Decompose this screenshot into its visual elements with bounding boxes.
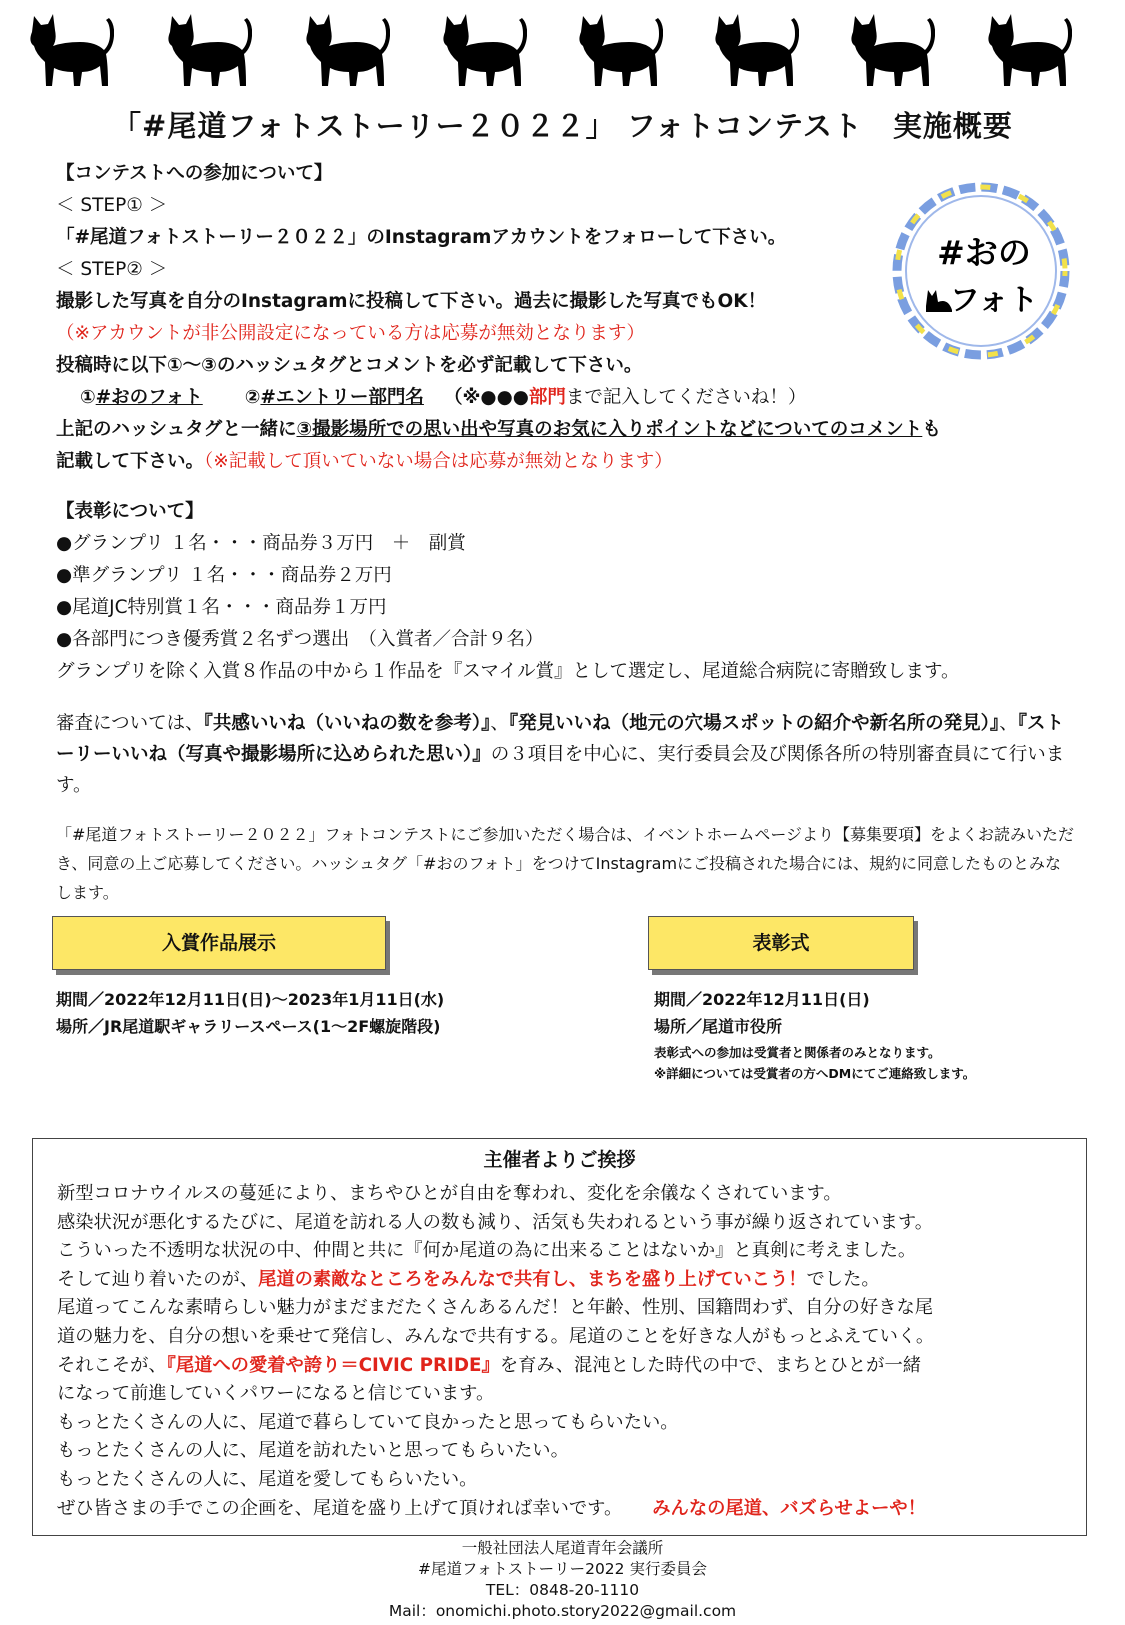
civic-pride-highlight: 『尾道への愛着や誇り＝CIVIC PRIDE』 xyxy=(166,1354,500,1376)
cat-banner xyxy=(0,10,1125,90)
logo-text-line1: #おの xyxy=(937,233,1031,272)
step1-label: ＜ STEP① ＞ xyxy=(56,195,168,216)
ceremony-place: 場所／尾道市役所 xyxy=(654,1017,783,1036)
footer-mail: Mail：onomichi.photo.story2022@gmail.com xyxy=(388,1602,737,1620)
step2-text: 撮影した写真を自分のInstagramに投稿して下さい。過去に撮影した写真でもOK！ xyxy=(56,291,767,312)
judging-criterion-story: 『ストーリーいいね（写真や撮影場所に込められた思い）』 xyxy=(56,713,1064,765)
ceremony-period: 期間／2022年12月11日(日) xyxy=(654,990,870,1009)
judging-a: 審査については、 xyxy=(56,713,204,734)
cat-silhouette-icon xyxy=(437,10,527,90)
exhibit-place: 場所／JR尾道駅ギャラリースペース(1～2F螺旋階段) xyxy=(56,1017,441,1036)
greeting-line xyxy=(57,1495,1067,1524)
participation-heading: 【コンテストへの参加について】 xyxy=(56,163,333,184)
cat-silhouette-icon xyxy=(300,10,390,90)
step2-note: （※アカウントが非公開設定になっている方は応募が無効となります） xyxy=(56,323,645,344)
judging-criterion-empathy: 『共感いいね（いいねの数を参考）』 xyxy=(203,713,491,734)
award-item: ●準グランプリ １名・・・商品券２万円 xyxy=(56,565,392,586)
step1-text: 「#尾道フォトストーリー２０２２」のInstagramアカウントをフォローして下さい。 xyxy=(56,227,787,248)
greeting-line xyxy=(57,1352,1067,1381)
greeting-title: 主催者よりご挨拶 xyxy=(483,1149,636,1171)
greeting-line: 道の魅力を、自分の想いを乗せて発信し、みんなで共有する。尾道のことを好きな人がもっとふえていく。 xyxy=(57,1325,935,1347)
comment-line-2 xyxy=(56,446,1066,478)
judging-e: 、 xyxy=(999,713,1018,734)
award-item: ●各部門につき優秀賞２名ずつ選出 （入賞者／合計９名） xyxy=(56,629,544,650)
hashtag-intro: 投稿時に以下①～③のハッシュタグとコメントを必ず記載して下さい。 xyxy=(56,355,643,376)
comment-text-b: ③撮影場所での思い出や写真のお気に入りポイントなどについてのコメント xyxy=(296,419,923,440)
award-item: ●グランプリ １名・・・商品券３万円 ＋ 副賞 xyxy=(56,533,466,554)
judging-g: の３項目を中心に、実行委員会及び関係各所の特別審査員にて行います。 xyxy=(56,744,1065,796)
cat-silhouette-icon xyxy=(573,10,663,90)
greeting-line: もっとたくさんの人に、尾道を愛してもらいたい。 xyxy=(57,1468,478,1490)
footer-committee: #尾道フォトストーリー2022 実行委員会 xyxy=(418,1560,707,1578)
ceremony-info xyxy=(654,986,870,1040)
participation-section xyxy=(56,158,1066,478)
greeting-l7a: それこそが、 xyxy=(57,1354,167,1376)
comment-note: （※記載して頂いていない場合は応募が無効となります） xyxy=(204,451,673,472)
greeting-l4a: そして辿り着いたのが、 xyxy=(57,1268,259,1290)
awards-section xyxy=(56,496,1066,688)
greeting-line: 新型コロナウイルスの蔓延により、まちやひとが自由を奪われ、変化を余儀なくされています。 xyxy=(57,1183,842,1204)
cat-silhouette-icon xyxy=(24,10,114,90)
greeting-line: 尾道ってこんな素晴らしい魅力がまだまだたくさんあるんだ！と年齢、性別、国籍問わず、自分の好きな尾 xyxy=(57,1297,934,1319)
greeting-l7c: を育み、混沌とした時代の中で、まちとひとが一緒 xyxy=(499,1354,922,1376)
comment-line xyxy=(56,414,1066,446)
greeting-slogan: みんなの尾道、バズらせよーや！ xyxy=(652,1497,926,1519)
tag2-number: ② xyxy=(244,387,261,408)
tag1-number: ① xyxy=(80,387,96,408)
ceremony-button: 表彰式 xyxy=(648,916,914,970)
ceremony-note-1: 表彰式への参加は受賞者と関係者のみとなります。 xyxy=(654,1045,941,1060)
greeting-line: もっとたくさんの人に、尾道を訪れたいと思ってもらいたい。 xyxy=(57,1440,569,1462)
exhibit-info xyxy=(56,986,444,1040)
greeting-body xyxy=(57,1180,1067,1523)
cat-silhouette-icon xyxy=(982,10,1072,90)
greeting-box xyxy=(32,1138,1087,1536)
greeting-line: 感染状況が悪化するたびに、尾道を訪れる人の数も減り、活気も失われるという事が繰り返されています。 xyxy=(57,1211,934,1233)
step2-label: ＜ STEP② ＞ xyxy=(56,259,168,280)
comment-text-d: 記載して下さい。 xyxy=(56,451,205,472)
tag-note-red: 部門 xyxy=(528,387,566,408)
footer-org: 一般社団法人尾道青年会議所 xyxy=(461,1539,664,1557)
hashtag-line xyxy=(56,382,1066,414)
cat-silhouette-icon xyxy=(845,10,935,90)
footer-tel: TEL：0848-20-1110 xyxy=(485,1581,640,1599)
awards-heading: 【表彰について】 xyxy=(56,501,204,522)
footer xyxy=(0,1538,1125,1622)
page-title: 「#尾道フォトストーリー２０２２」 フォトコンテスト 実施概要 xyxy=(112,109,1013,143)
greeting-l12a: ぜひ皆さまの手でこの企画を、尾道を盛り上げて頂ければ幸いです。 xyxy=(57,1497,623,1519)
comment-text-a: 上記のハッシュタグと一緒に xyxy=(56,419,297,440)
greeting-highlight: 尾道の素敵なところをみんなで共有し、まちを盛り上げていこう！ xyxy=(258,1268,807,1290)
tag-note-post: まで記入してくださいね！） xyxy=(565,387,807,408)
cat-silhouette-icon xyxy=(709,10,799,90)
exhibit-button: 入賞作品展示 xyxy=(52,916,386,970)
ceremony-note-2: ※詳細については受賞者の方へDMにてご連絡致します。 xyxy=(654,1066,976,1081)
greeting-line: こういった不透明な状況の中、仲間と共に『何か尾道の為に出来ることはないか』と真剣に考えました。 xyxy=(57,1240,917,1262)
hashtag-onophoto: #おのフォト xyxy=(95,387,203,408)
ceremony-notes xyxy=(654,1042,975,1084)
greeting-line xyxy=(57,1266,1067,1295)
greeting-line: もっとたくさんの人に、尾道で暮らしていて良かったと思ってもらいたい。 xyxy=(57,1411,679,1433)
logo-text-line2: フォト xyxy=(949,283,1039,318)
greeting-line: になって前進していくパワーになると信じています。 xyxy=(57,1383,495,1405)
judging-text xyxy=(56,708,1066,801)
tag-note-pre: （※●●● xyxy=(443,387,529,408)
greeting-l4c: でした。 xyxy=(806,1268,880,1290)
comment-text-c: も xyxy=(922,419,941,440)
smile-award-text: グランプリを除く入賞８作品の中から１作品を『スマイル賞』として選定し、尾道総合病院に寄贈致します。 xyxy=(56,661,960,682)
exhibit-period: 期間／2022年12月11日(日)～2023年1月11日(水) xyxy=(56,990,445,1009)
hashtag-entry: #エントリー部門名 xyxy=(260,387,424,408)
judging-criterion-discovery: 『発見いいね（地元の穴場スポットの紹介や新名所の発見）』 xyxy=(508,713,1000,734)
award-item: ●尾道JC特別賞１名・・・商品券１万円 xyxy=(56,597,387,618)
cat-silhouette-icon xyxy=(162,10,252,90)
judging-c: 、 xyxy=(490,713,509,734)
agreement-text: 「#尾道フォトストーリー２０２２」フォトコンテストにご参加いただく場合は、イベントホームページより【募集要項】をよくお読みいただき、同意の上ご応募してください。ハッシュタグ「#おのフォト」をつけてInstagramにご投稿された場合には、規約に同意したものとみなします。 xyxy=(56,825,1075,902)
